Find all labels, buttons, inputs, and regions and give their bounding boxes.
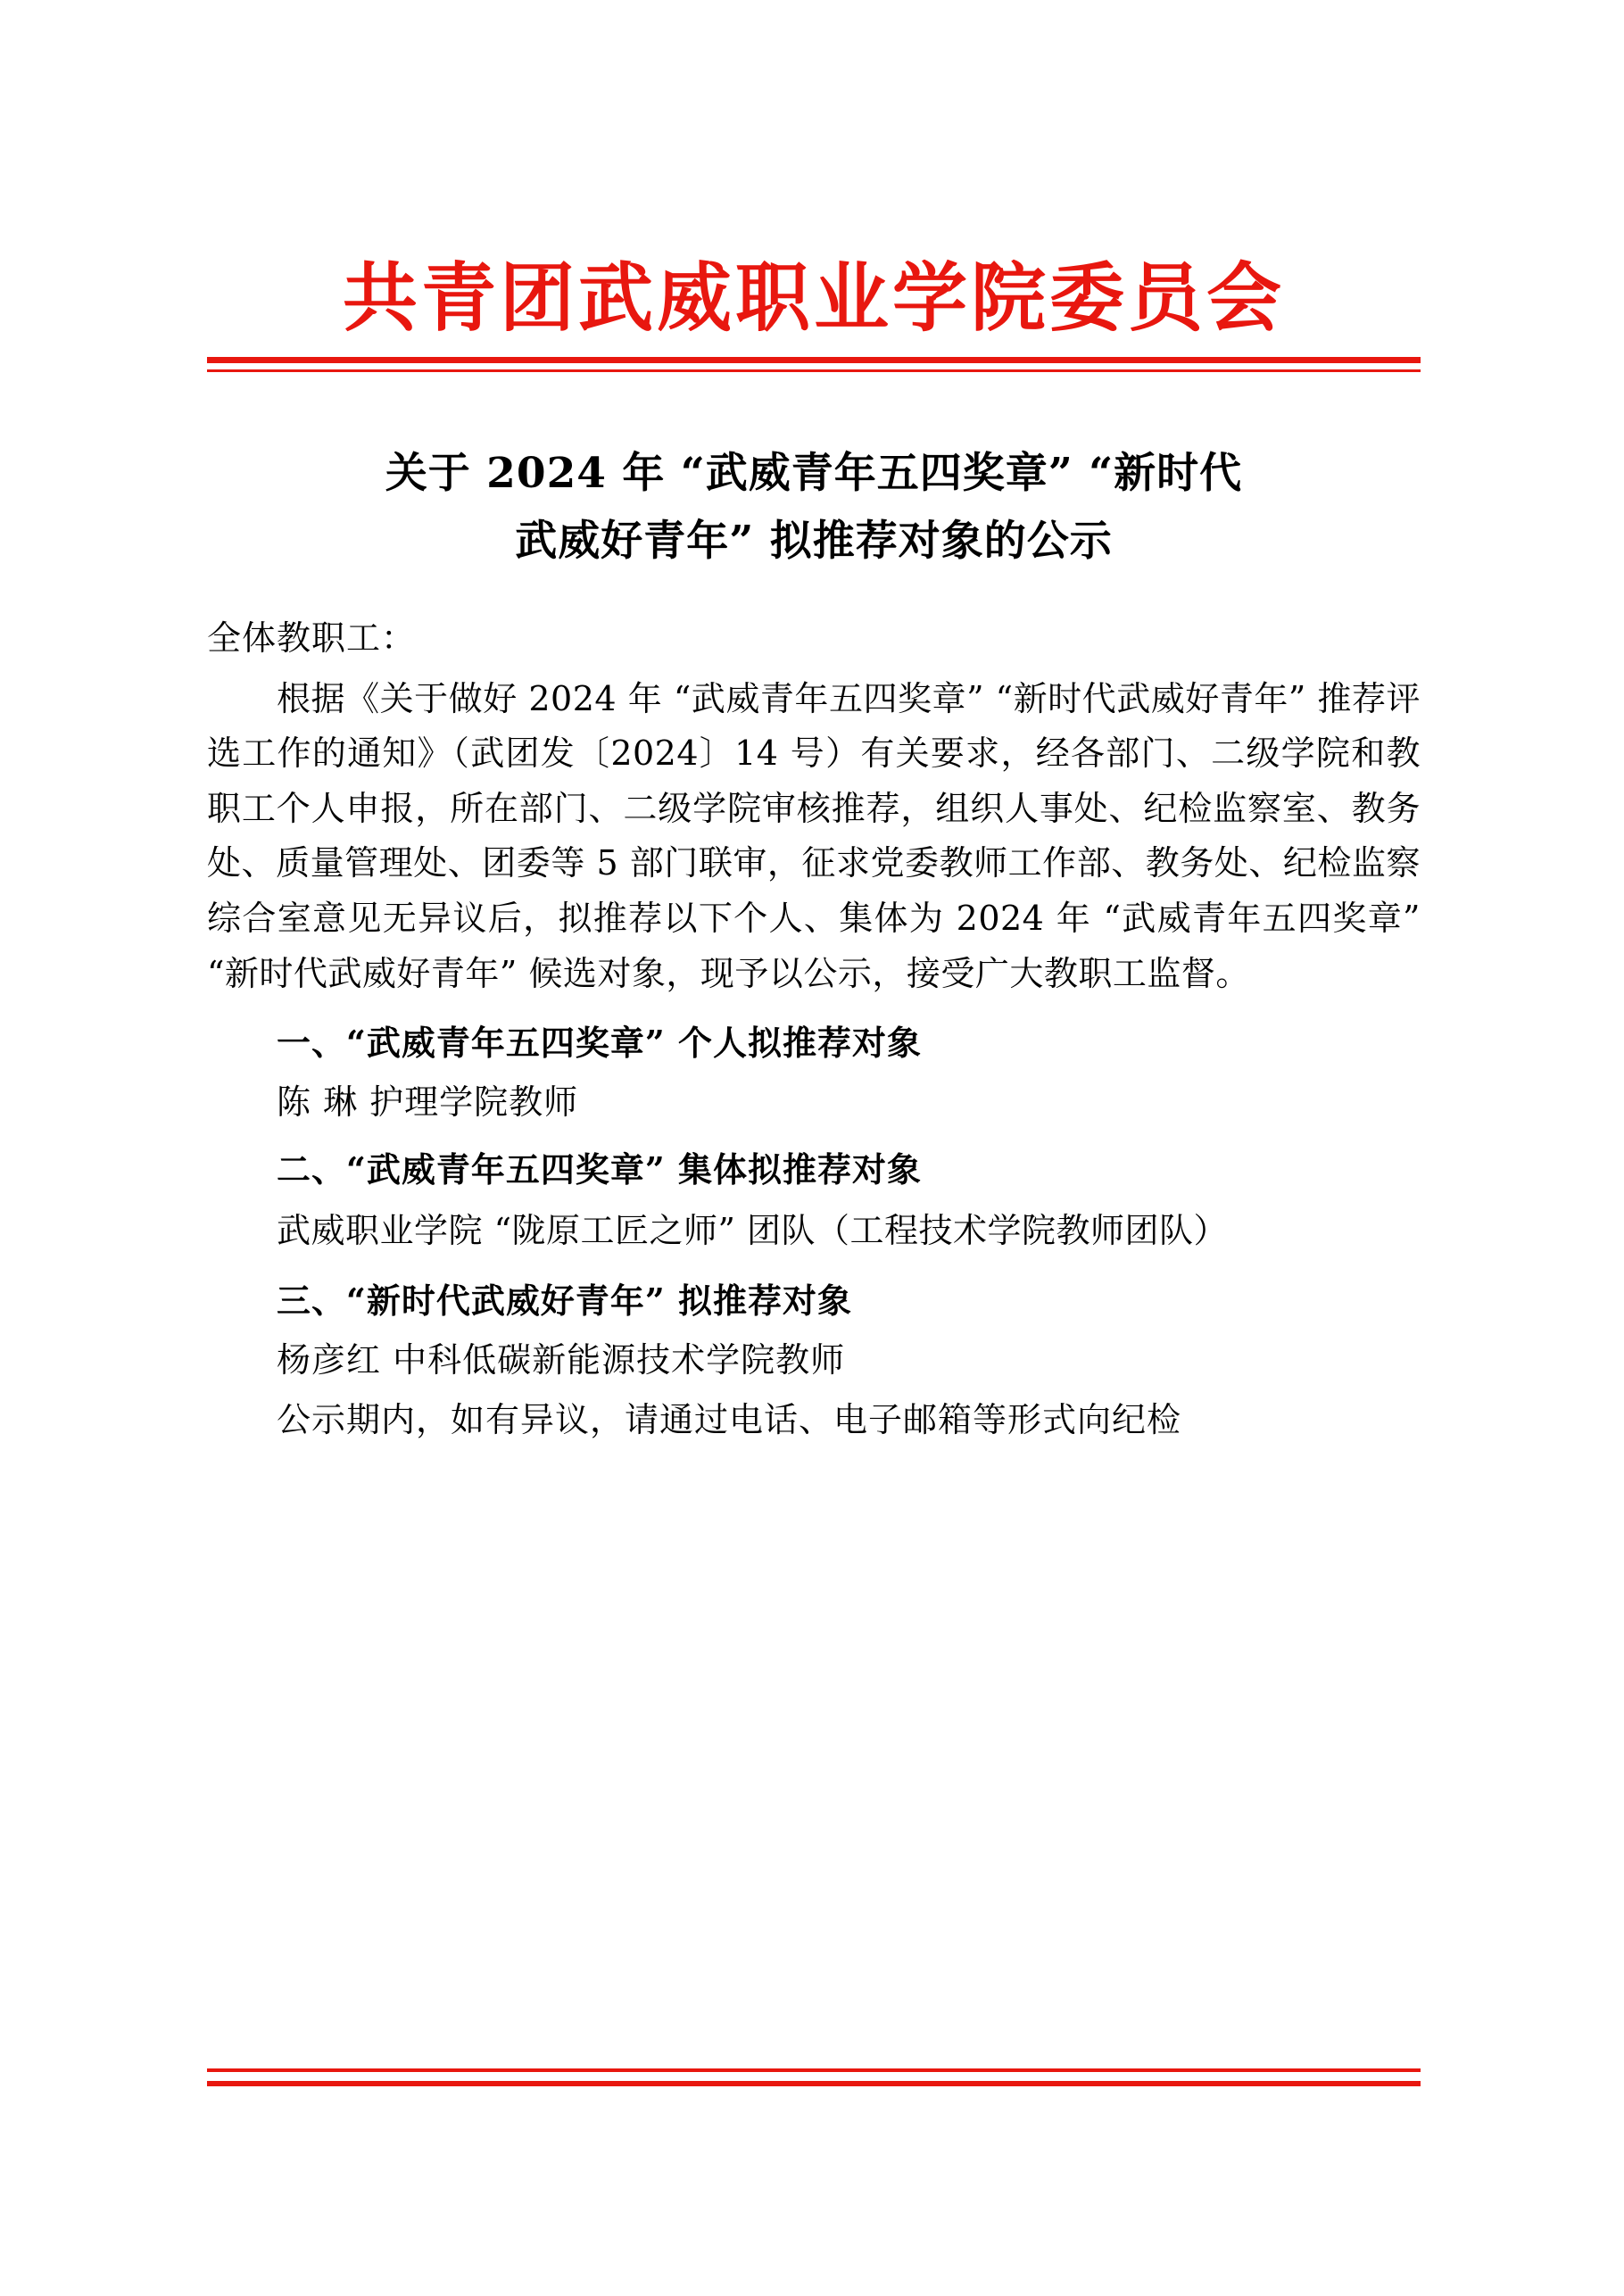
section-3-entry: 杨彦红 中科低碳新能源技术学院教师 <box>277 1339 846 1380</box>
footer-rules <box>207 2068 1421 2086</box>
page-title-line-1: 关于 2024 年 “武威青年五四奖章” “新时代 <box>385 449 1243 498</box>
letterhead <box>207 254 1421 372</box>
page-title-line-2: 武威好青年” 拟推荐对象的公示 <box>515 517 1113 567</box>
salutation: 全体教职工： <box>207 618 417 659</box>
section-3-heading: 三、“新时代武威好青年” 拟推荐对象 <box>277 1280 852 1321</box>
document-content <box>207 0 1421 1446</box>
letterhead-rule-gap <box>207 363 1421 369</box>
letterhead-rules <box>207 357 1421 372</box>
page-title <box>207 440 1421 576</box>
footer-rule-gap <box>207 2072 1421 2081</box>
section-1-entry: 陈 琳 护理学院教师 <box>277 1082 579 1123</box>
section-1-heading: 一、“武威青年五四奖章” 个人拟推荐对象 <box>277 1023 922 1064</box>
letterhead-organization: 共青团武威职业学院委员会 <box>342 254 1285 342</box>
section-2-entry: 武威职业学院 “陇原工匠之师” 团队（工程技术学院教师团队） <box>277 1211 1229 1251</box>
closing-paragraph: 公示期内，如有异议，请通过电话、电子邮箱等形式向纪检 <box>277 1399 1182 1439</box>
letterhead-rule-thick <box>207 357 1421 363</box>
letterhead-rule-thin <box>207 369 1421 372</box>
section-2-heading: 二、“武威青年五四奖章” 集体拟推荐对象 <box>277 1149 922 1190</box>
paragraph-background: 根据《关于做好 2024 年 “武威青年五四奖章” “新时代武威好青年” 推荐评选工作的通知》（武团发〔2024〕14 号）有关要求，经各部门、二级学院和教职工个人申报，所在部门、二级学院审核推荐，组织人事处、纪检监察室、教务处、质量管理处、团委等 5 部门联审，征求党委教师工作部、教务处、纪检监察综合室意见无异议后，拟推荐以下个人、集体为 2024 年 “武威青年五四奖章” “新时代武威好青年” 候选对象，现予以公示，接受广大教职工监督。 <box>207 678 1421 993</box>
footer-rule-thick <box>207 2081 1421 2086</box>
